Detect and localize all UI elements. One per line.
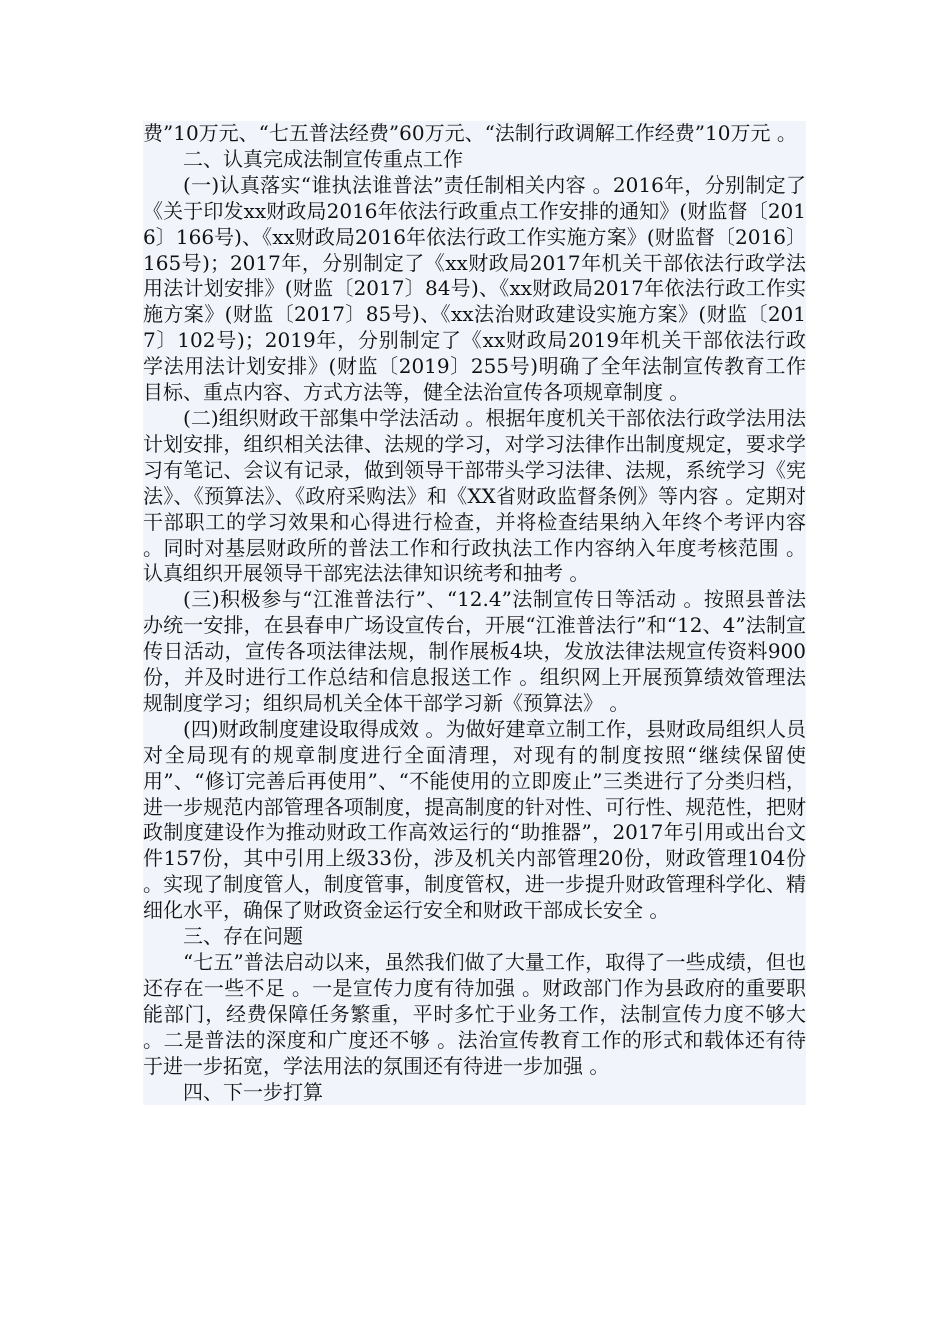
paragraph-problems: “七五”普法启动以来，虽然我们做了大量工作，取得了一些成绩，但也还存在一些不足 。一是宣传力度有待加强 。财政部门作为县政府的重要职能部门，经费保障任务繁重，平时多忙于业务工作，法制宣传力度不够大 。二是普法的深度和广度还不够 。法治宣传教育工作的形式和载体还有待于进一步拓宽，学法用法的氛围还有待进一步加强 。 [143,950,806,1078]
paragraph-institution-building: (四)财政制度建设取得成效 。为做好建章立制工作，县财政局组织人员对全局现有的规章制度进行全面清理，对现有的制度按照“继续保留使用”、“修订完善后再使用”、“不能使用的立即废止”三类进行了分类归档，进一步规范内部管理各项制度，提高制度的针对性、可行性、规范性，把财政制度建设作为推动财政工作高效运行的“助推器”，2017年引用或出台文件157份，其中引用上级33份，涉及机关内部管理20份，财政管理104份 。实现了制度管人，制度管事，制度管权，进一步提升财政管理科学化、精细化水平，确保了财政资金运行安全和财政干部成长安全 。 [143,716,806,923]
section-heading-4: 四、下一步打算 [183,1079,323,1104]
document-body [143,121,806,1105]
paragraph-publicity-events: (三)积极参与“江淮普法行”、“12.4”法制宣传日等活动 。按照县普法办统一安排，在县春申广场设宣传台，开展“江淮普法行”和“12、4”法制宣传日活动，宣传各项法律法规，制作展板4块，发放法律法规宣传资料900份，并及时进行工作总结和信息报送工作 。组织网上开展预算绩效管理法规制度学习；组织局机关全体干部学习新《预算法》 。 [143,587,806,715]
section-heading-3: 三、存在问题 [183,924,303,949]
paragraph-cadre-study: (二)组织财政干部集中学法活动 。根据年度机关干部依法行政学法用法计划安排，组织相关法律、法规的学习，对学习法律作出制度规定，要求学习有笔记、会议有记录，做到领导干部带头学习法律、法规，系统学习《宪法》、《预算法》、《政府采购法》和《XX省财政监督条例》等内容 。定期对干部职工的学习效果和心得进行检查，并将检查结果纳入年终个考评内容 。同时对基层财政所的普法工作和行政执法工作内容纳入年度考核范围 。认真组织开展领导干部宪法法律知识统考和抽考 。 [143,405,806,586]
section-heading-2: 二、认真完成法制宣传重点工作 [183,146,463,171]
paragraph-responsibility-system: (一)认真落实“谁执法谁普法”责任制相关内容 。2016年，分别制定了《关于印发xx财政局2016年依法行政重点工作安排的通知》(财监督〔2016〕166号)、《xx财政局2016年依法行政工作实施方案》(财监督〔2016〕165号)；2017年，分别制定了《xx财政局2017年机关干部依法行政学法用法计划安排》(财监〔2017〕84号)、《xx财政局2017年依法行政工作实施方案》(财监〔2017〕85号)、《xx法治财政建设实施方案》(财监〔2017〕102号)；2019年，分别制定了《xx财政局2019年机关干部依法行政学法用法计划安排》(财监〔2019〕255号)明确了全年法制宣传教育工作目标、重点内容、方式方法等，健全法治宣传各项规章制度 。 [143,172,806,405]
paragraph-funding-continued: 费”10万元、“七五普法经费”60万元、“法制行政调解工作经费”10万元 。 [143,121,797,145]
